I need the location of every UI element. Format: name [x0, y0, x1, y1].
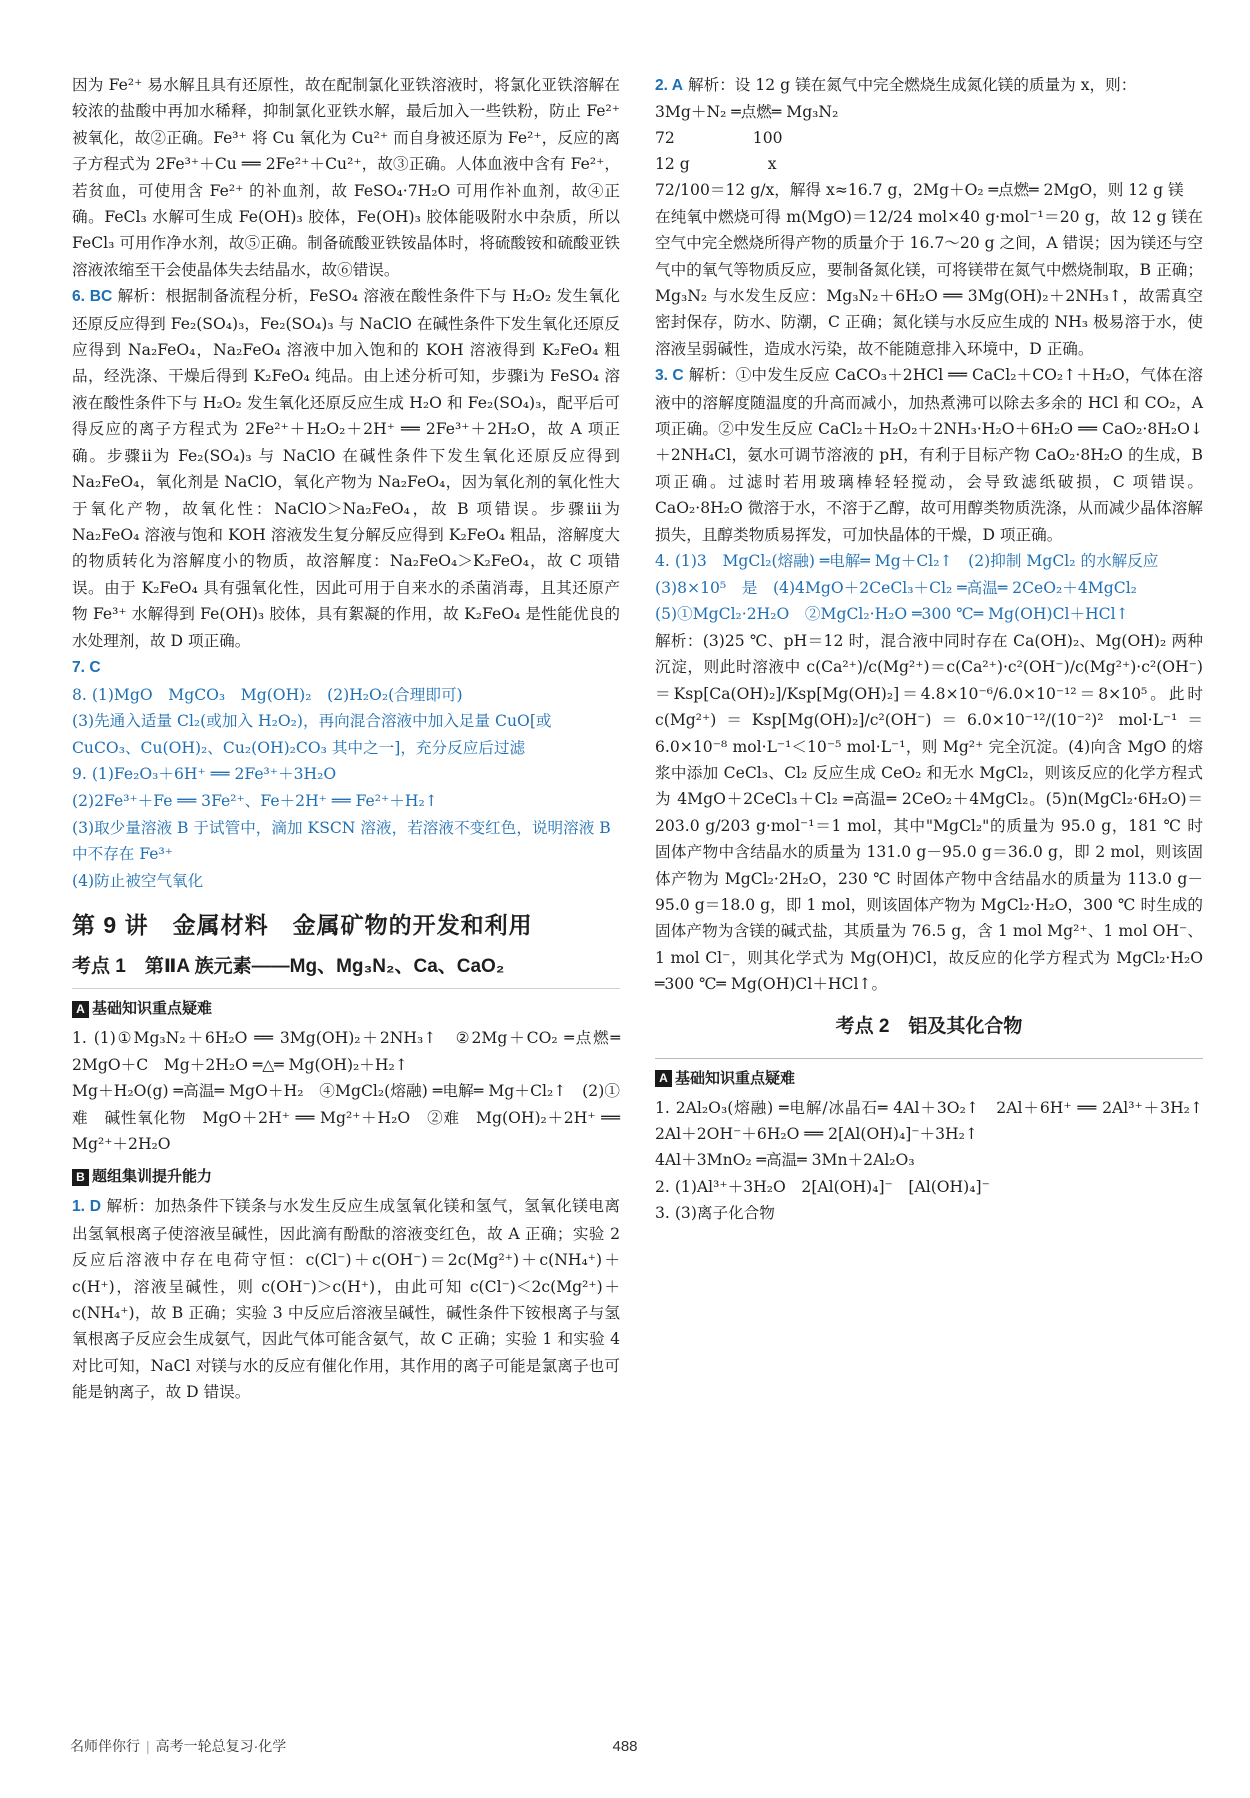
section-a2-title: 基础知识重点疑难: [675, 1069, 796, 1087]
question-2-number: 2. A: [655, 77, 684, 94]
aluminum-answer-1-cont: 4Al＋3MnO₂ ═高温═ 3Mn＋2Al₂O₃: [655, 1151, 915, 1170]
divider: [655, 1058, 1203, 1059]
section-a-title: 基础知识重点疑难: [92, 1000, 213, 1018]
question-7: [72, 654, 620, 682]
section-a-heading: [72, 997, 620, 1021]
question-2-explanation: 在纯氧中燃烧可得 m(MgO)＝12/24 mol×40 g·mol⁻¹＝20 g，故 12 g 镁在空气中完全燃烧所得产物的质量介于 16.7～20 g 之间，A 错误；因为镁还与空气中的氧气等物质反应，要制备氮化镁，可将镁带在氮气中燃烧制取，B 正确；Mg₃N₂ 与水发生反应：Mg₃N₂＋6H₂O ══ 3Mg(OH)₂＋2NH₃↑，故需真空密封保存，防水、防潮，C 正确；氮化镁与水反应生成的 NH₃ 极易溶于水，使溶液呈弱碱性，造成水污染，故不能随意排入环境中，D 正确。: [655, 207, 1203, 358]
question-6-explanation: 解析：根据制备流程分析，FeSO₄ 溶液在酸性条件下与 H₂O₂ 发生氧化还原反应得到 Fe₂(SO₄)₃，Fe₂(SO₄)₃ 与 NaClO 在碱性条件下发生氧化还原反应得到 Na₂FeO₄，Na₂FeO₄ 溶液中加入饱和的 KOH 溶液得到 K₂FeO₄ 粗品，经洗涤、干燥后得到 K₂FeO₄ 纯品。由上述分析可知，步骤ⅰ为 FeSO₄ 溶液在酸性条件下与 H₂O₂ 发生氧化还原反应生成 H₂O 和 Fe₂(SO₄)₃，配平后可得反应的离子方程式为 2Fe²⁺＋H₂O₂＋2H⁺ ══ 2Fe³⁺＋2H₂O，故 A 项正确。步骤ⅱ为 Fe₂(SO₄)₃ 与 NaClO 在碱性条件下发生氧化还原反应得到 Na₂FeO₄，氧化剂是 NaClO，氧化产物为 Na₂FeO₄，因为氧化剂的氧化性大于氧化产物，故氧化性：NaClO＞Na₂FeO₄，故 B 项错误。步骤ⅲ为 Na₂FeO₄ 溶液与饱和 KOH 溶液发生复分解反应得到 K₂FeO₄ 粗品，溶解度大的物质转化为溶解度小的物质，故溶解度：Na₂FeO₄＞K₂FeO₄，故 C 项错误。由于 K₂FeO₄ 具有强氧化性，因此可用于自来水的杀菌消毒，且其还原产物 Fe³⁺ 水解得到 Fe(OH)₃ 胶体，具有絮凝的作用，故 K₂FeO₄ 是性能优良的水处理剂，故 D 项正确。: [72, 287, 620, 650]
question-2-solve: 72/100＝12 g/x，解得 x≈16.7 g，2Mg＋O₂ ═点燃═ 2MgO，则 12 g 镁: [655, 181, 1184, 200]
question-9-line-3: (3)取少量溶液 B 于试管中，滴加 KSCN 溶液，若溶液不变红色，说明溶液 B 中不存在 Fe³⁺: [72, 818, 611, 864]
section-b-question-1: [72, 1193, 620, 1405]
question-3-number: 3. C: [655, 367, 684, 385]
footer-brand: 名师伴你行: [70, 1738, 140, 1754]
question-9-line-1: 9. (1)Fe₂O₃＋6H⁺ ══ 2Fe³⁺＋3H₂O: [72, 765, 337, 784]
section-b-question-1-number: 1. D: [72, 1198, 102, 1216]
section-a-answer-1: 1. (1)①Mg₃N₂＋6H₂O ══ 3Mg(OH)₂＋2NH₃↑ ②2Mg＋CO₂ ═点燃═ 2MgO＋C Mg＋2H₂O ═△═ Mg(OH)₂＋H₂↑: [72, 1029, 620, 1074]
question-2: [655, 72, 1203, 99]
section-b-tag: B: [72, 1169, 89, 1186]
question-8-line-1: 8. (1)MgO MgCO₃ Mg(OH)₂ (2)H₂O₂(合理即可): [72, 685, 463, 704]
aluminum-answer-3: 3. (3)离子化合物: [655, 1204, 775, 1223]
aluminum-answer-2: 2. (1)Al³⁺＋3H₂O 2[Al(OH)₄]⁻ [Al(OH)₄]⁻: [655, 1177, 990, 1196]
topic-1-title: 考点 1 第ⅡA 族元素——Mg、Mg₃N₂、Ca、CaO₂: [72, 952, 620, 989]
question-2-equation: 3Mg＋N₂ ═点燃═ Mg₃N₂: [655, 103, 839, 122]
section-a-tag: A: [72, 1001, 89, 1018]
question-7-answer: 7. C: [72, 658, 101, 676]
question-9-line-4: (4)防止被空气氧化: [72, 871, 204, 890]
question-2-molar-ratio: 72 100: [655, 129, 783, 148]
section-b-heading: [72, 1165, 620, 1189]
footer-series: 高考一轮总复习·化学: [155, 1738, 287, 1754]
section-a-answer-1-cont: Mg＋H₂O(g) ═高温═ MgO＋H₂ ④MgCl₂(熔融) ═电解═ Mg＋Cl₂↑ (2)①难 碱性氧化物 MgO＋2H⁺ ══ Mg²⁺＋H₂O ②难 Mg(OH)₂＋2H⁺ ══ Mg²⁺＋2H₂O: [72, 1082, 620, 1153]
question-3: [655, 362, 1203, 548]
fe-explanation: 因为 Fe²⁺ 易水解且具有还原性，故在配制氯化亚铁溶液时，将氯化亚铁溶解在较浓的盐酸中再加水稀释，抑制氯化亚铁水解，最后加入一些铁粉，防止 Fe²⁺ 被氧化，故②正确。Fe³⁺ 将 Cu 氧化为 Cu²⁺ 而自身被还原为 Fe²⁺，反应的离子方程式为 2Fe³⁺＋Cu ══ 2Fe²⁺＋Cu²⁺，故③正确。人体血液中含有 Fe²⁺，若贫血，可使用含 Fe²⁺ 的补血剂，故 FeSO₄·7H₂O 可用作补血剂，故④正确。FeCl₃ 水解可生成 Fe(OH)₃ 胶体，Fe(OH)₃ 胶体能吸附水中杂质，所以 FeCl₃ 可用作净水剂，故⑤正确。制备硫酸亚铁铵晶体时，将硫酸铵和硫酸亚铁溶液浓缩至干会使晶体失去结晶水，故⑥错误。: [72, 76, 620, 279]
question-6: [72, 283, 620, 654]
topic-2-title: 考点 2 铝及其化合物: [835, 1015, 1023, 1037]
section-b-title: 题组集训提升能力: [92, 1168, 213, 1186]
question-4-explanation: 解析：(3)25 ℃、pH＝12 时，混合液中同时存在 Ca(OH)₂、Mg(OH)₂ 两种沉淀，则此时溶液中 c(Ca²⁺)/c(Mg²⁺)＝c(Ca²⁺)·c²(OH⁻)/c(Mg²⁺)·c²(OH⁻)＝Ksp[Ca(OH)₂]/Ksp[Mg(OH)₂]＝4.8×10⁻⁶/6.0×10⁻¹²＝8×10⁵。此时 c(Mg²⁺)＝Ksp[Mg(OH)₂]/c²(OH⁻)＝6.0×10⁻¹²/(10⁻²)² mol·L⁻¹＝6.0×10⁻⁸ mol·L⁻¹＜10⁻⁵ mol·L⁻¹，则 Mg²⁺ 完全沉淀。(4)向含 MgO 的熔浆中添加 CeCl₃、Cl₂ 反应生成 CeO₂ 和无水 MgCl₂，则该反应的化学方程式为 4MgO＋2CeCl₃＋Cl₂ ═高温═ 2CeO₂＋4MgCl₂。(5)n(MgCl₂·6H₂O)＝203.0 g/203 g·mol⁻¹＝1 mol，其中"MgCl₂"的质量为 95.0 g，181 ℃ 时固体产物中含结晶水的质量为 131.0 g－95.0 g＝36.0 g，即 2 mol，则该固体产物为 MgCl₂·2H₂O，230 ℃ 时固体产物中含结晶水的质量为 113.0 g－95.0 g＝18.0 g，即 1 mol，则该固体产物为 MgCl₂·H₂O，300 ℃ 时生成的固体产物为含镁的碱式盐，其质量为 76.5 g，含 1 mol Mg²⁺、1 mol OH⁻、1 mol Cl⁻，则其化学式为 Mg(OH)Cl，故反应的化学方程式为 MgCl₂·H₂O ═300 ℃═ Mg(OH)Cl＋HCl↑。: [655, 631, 1203, 994]
question-9-line-2: (2)2Fe³⁺＋Fe ══ 3Fe²⁺、Fe＋2H⁺ ══ Fe²⁺＋H₂↑: [72, 791, 438, 810]
left-column: [72, 72, 620, 1406]
chapter-title: 第 9 讲 金属材料 金属矿物的开发和利用: [72, 912, 533, 939]
section-b-question-1-explanation: 解析：加热条件下镁条与水发生反应生成氢氧化镁和氢气，氢氧化镁电离出氢氧根离子使溶液呈碱性，因此滴有酚酞的溶液变红色，故 A 正确；实验 2 反应后溶液中存在电荷守恒：c(Cl⁻)＋c(OH⁻)＝2c(Mg²⁺)＋c(NH₄⁺)＋c(H⁺)，溶液呈碱性，则 c(OH⁻)＞c(H⁺)，由此可知 c(Cl⁻)＜2c(Mg²⁺)＋c(NH₄⁺)，故 B 正确；实验 3 中反应后溶液呈碱性，碱性条件下铵根离子与氢氧根离子反应会生成氨气，因此气体可能含氨气，故 C 正确；实验 1 和实验 4 对比可知，NaCl 对镁与水的反应有催化作用，其作用的离子可能是氯离子也可能是钠离子，故 D 错误。: [72, 1197, 620, 1402]
section-a2-heading: [655, 1067, 1203, 1091]
section-a2-tag: A: [655, 1070, 672, 1087]
question-2-mass-ratio: 12 g x: [655, 155, 777, 174]
question-2-intro: 解析：设 12 g 镁在氮气中完全燃烧生成氮化镁的质量为 x，则：: [688, 76, 1137, 94]
question-3-explanation: 解析：①中发生反应 CaCO₃＋2HCl ══ CaCl₂＋CO₂↑＋H₂O，气体在溶液中的溶解度随温度的升高而减小，加热煮沸可以除去多余的 HCl 和 CO₂，A 项正确。②中发生反应 CaCl₂＋H₂O₂＋2NH₃·H₂O＋6H₂O ══ CaO₂·8H₂O↓＋2NH₄Cl，氨水可调节溶液的 pH，有利于目标产物 CaO₂·8H₂O 的生成，B 项正确。过滤时若用玻璃棒轻轻搅动，会导致滤纸破损，C 项错误。CaO₂·8H₂O 微溶于水，不溶于乙醇，故可用醇类物质洗涤，从而减少晶体溶解损失，且醇类物质易挥发，可加快晶体的干燥，D 项正确。: [655, 366, 1203, 544]
right-column: [655, 72, 1219, 1227]
page-number: 488: [612, 1738, 638, 1755]
question-6-number: 6. BC: [72, 288, 113, 306]
aluminum-answer-1: 1. 2Al₂O₃(熔融) ═电解/冰晶石═ 4Al＋3O₂↑ 2Al＋6H⁺ ══ 2Al³⁺＋3H₂↑ 2Al＋2OH⁻＋6H₂O ══ 2[Al(OH)₄]⁻＋3H₂↑: [655, 1098, 1219, 1143]
footer-book-title: 名师伴你行 | 高考一轮总复习·化学: [70, 1738, 287, 1754]
question-4-answers: 4. (1)3 MgCl₂(熔融) ═电解═ Mg＋Cl₂↑ (2)抑制 MgCl₂ 的水解反应 (3)8×10⁵ 是 (4)4MgO＋2CeCl₃＋Cl₂ ═高温═ 2CeO₂＋4MgCl₂ (5)①MgCl₂·2H₂O ②MgCl₂·H₂O ═300 ℃═ Mg(OH)Cl＋HCl↑: [655, 552, 1175, 624]
question-8-line-2: (3)先通入适量 Cl₂(或加入 H₂O₂)，再向混合溶液中加入足量 CuO[或 CuCO₃、Cu(OH)₂、Cu₂(OH)₂CO₃ 其中之一]，充分反应后过滤: [72, 712, 552, 757]
